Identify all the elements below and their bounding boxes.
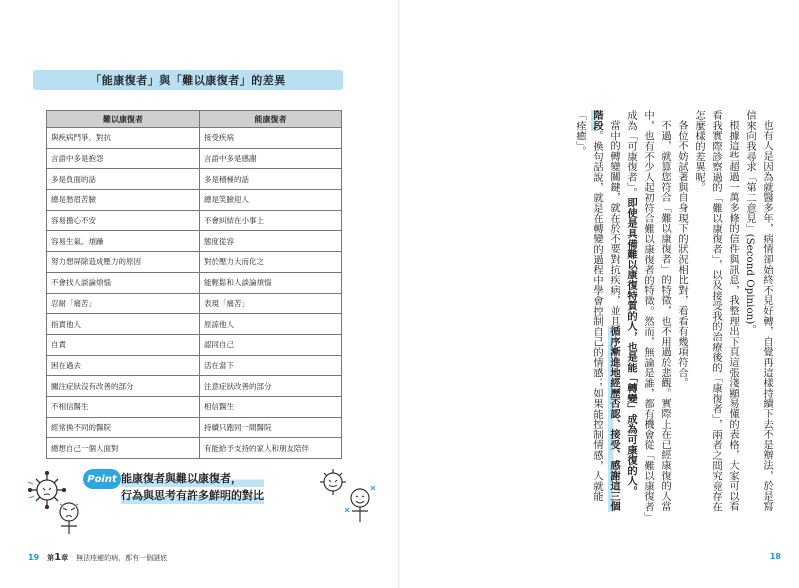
cell-can-heal: 不會糾結在小事上 <box>200 210 342 231</box>
table-row <box>47 355 342 376</box>
cell-can-heal: 相信醫生 <box>200 396 342 417</box>
table-row <box>47 376 342 397</box>
comparison-table <box>46 110 342 459</box>
paragraph-4-bold: 即使是具備難以康復特質的人，也是能「轉變」成為可康復的人。 <box>625 197 637 497</box>
cell-hard-to-heal: 關注症狀沒有改善的部分 <box>47 376 200 397</box>
virus-illustration-icon <box>25 460 91 540</box>
cell-hard-to-heal: 言語中多是抱怨 <box>47 148 200 169</box>
header-hard-to-heal: 難以康復者 <box>47 111 200 128</box>
table-row <box>47 272 342 293</box>
left-page-number: 19 <box>28 553 40 562</box>
chapter-suffix: 章 <box>61 554 69 562</box>
cell-can-heal: 原諒他人 <box>200 314 342 335</box>
cell-can-heal: 有能給予支持的家人和朋友陪伴 <box>200 438 342 459</box>
paragraph-2: 根據這些超過一萬多條的信件與訊息，我整理出下頁這張淺顯易懂的表格，大家可以看看我實際診察過的「難以康復者」，以及接受我的治療後的「康復者」，兩者之間究竟存在怎麼樣的差異呢。 <box>693 110 739 512</box>
table-row <box>47 148 342 169</box>
point-line-2: 行為與思考有許多鮮明的對比 <box>121 489 264 502</box>
cell-hard-to-heal: 指責他人 <box>47 314 200 335</box>
point-callout <box>25 460 385 540</box>
cell-can-heal: 接受疾病 <box>200 128 342 149</box>
paragraph-5 <box>571 110 622 520</box>
chapter-prefix: 第 <box>47 554 55 562</box>
happy-person-illustration-icon <box>315 456 385 536</box>
cell-can-heal: 持續只跑同一間醫院 <box>200 417 342 438</box>
cell-hard-to-heal: 總是愁眉苦臉 <box>47 190 200 211</box>
cell-hard-to-heal: 自責 <box>47 334 200 355</box>
table-row <box>47 334 342 355</box>
table-row <box>47 252 342 273</box>
cell-can-heal: 態度從容 <box>200 231 342 252</box>
left-page <box>0 0 399 588</box>
cell-can-heal: 多是積極的話 <box>200 169 342 190</box>
paragraph-3: 各位不妨試著與自身現下的狀況相比對，看看有幾項符合。 <box>676 120 688 389</box>
table-row <box>47 417 342 438</box>
table-row <box>47 314 342 335</box>
table-header-row <box>47 111 342 128</box>
cell-can-heal: 總是笑臉迎人 <box>200 190 342 211</box>
table-row <box>47 190 342 211</box>
paragraph-4 <box>622 110 673 520</box>
cell-hard-to-heal: 容易擔心不安 <box>47 210 200 231</box>
cell-can-heal: 認同自己 <box>200 334 342 355</box>
cell-can-heal: 活在當下 <box>200 355 342 376</box>
cell-can-heal: 對於壓力大而化之 <box>200 252 342 273</box>
cell-can-heal: 表現「痛苦」 <box>200 293 342 314</box>
cell-hard-to-heal: 不相信醫生 <box>47 396 200 417</box>
cell-hard-to-heal: 忍耐「痛苦」 <box>47 293 200 314</box>
cell-hard-to-heal: 總想自己一個人面對 <box>47 438 200 459</box>
cell-hard-to-heal: 經常換不同的醫院 <box>47 417 200 438</box>
table-body <box>47 128 342 459</box>
paragraph-1: 也有人是因為就醫多年，病情卻始終不見好轉，自覺再這樣持續下去不是辦法，於是寫信來向我尋求「第二意見」(Second Opinion)。 <box>744 110 773 512</box>
table-title-bar <box>33 70 343 90</box>
paragraph-5-highlight: 循序漸進地經歷否認、接受、感謝這三個階段 <box>591 110 620 512</box>
header-can-heal: 能康復者 <box>200 111 342 128</box>
table-row <box>47 210 342 231</box>
point-text <box>121 470 264 504</box>
cell-can-heal: 言語中多是感謝 <box>200 148 342 169</box>
table-row <box>47 438 342 459</box>
vertical-body-text <box>460 110 775 520</box>
chapter-number: 1 <box>54 552 62 563</box>
paragraph-4-text: 不過，就算您符合「難以康復者」的特徵，也不用過於悲觀。實際上在已經康復的人當中，也有不少人起初符合難以康復者的特徵。然而，無論是誰，都有機會從「難以康復者」成為「可康復者」。 <box>625 110 671 517</box>
cell-hard-to-heal: 不會找人談論煩惱 <box>47 272 200 293</box>
cell-hard-to-heal: 困在過去 <box>47 355 200 376</box>
cell-hard-to-heal: 與疾病鬥爭、對抗 <box>47 128 200 149</box>
point-badge: Point <box>83 469 121 489</box>
cell-can-heal: 注意症狀改善的部分 <box>200 376 342 397</box>
right-page <box>400 0 799 588</box>
table-row <box>47 169 342 190</box>
table-row <box>47 396 342 417</box>
left-footer <box>28 552 167 563</box>
table-title: 「能康復者」與「難以康復者」的差異 <box>90 74 286 87</box>
point-line-1: 能康復者與難以康復者， <box>121 470 264 487</box>
chapter-label <box>47 552 68 563</box>
cell-hard-to-heal: 多是負面的話 <box>47 169 200 190</box>
table-row <box>47 293 342 314</box>
table-row <box>47 231 342 252</box>
right-page-number: 18 <box>769 552 781 561</box>
paragraph-5-text-a: 當中的轉變關鍵，就在於不要對抗疾病，並且 <box>608 120 620 327</box>
table-row <box>47 128 342 149</box>
paragraph-5-text-c: 。換句話說，就是在轉變的過程中學會控制自己的情感；如果能控制情感，人就能「痊癒」。 <box>574 110 603 502</box>
cell-hard-to-heal: 努力想屏除造成壓力的原因 <box>47 252 200 273</box>
cell-hard-to-heal: 容易生氣、煩躁 <box>47 231 200 252</box>
cell-can-heal: 能輕鬆和人談論煩惱 <box>200 272 342 293</box>
chapter-title: 無法痊癒的病，都有一個謎底 <box>76 553 168 562</box>
